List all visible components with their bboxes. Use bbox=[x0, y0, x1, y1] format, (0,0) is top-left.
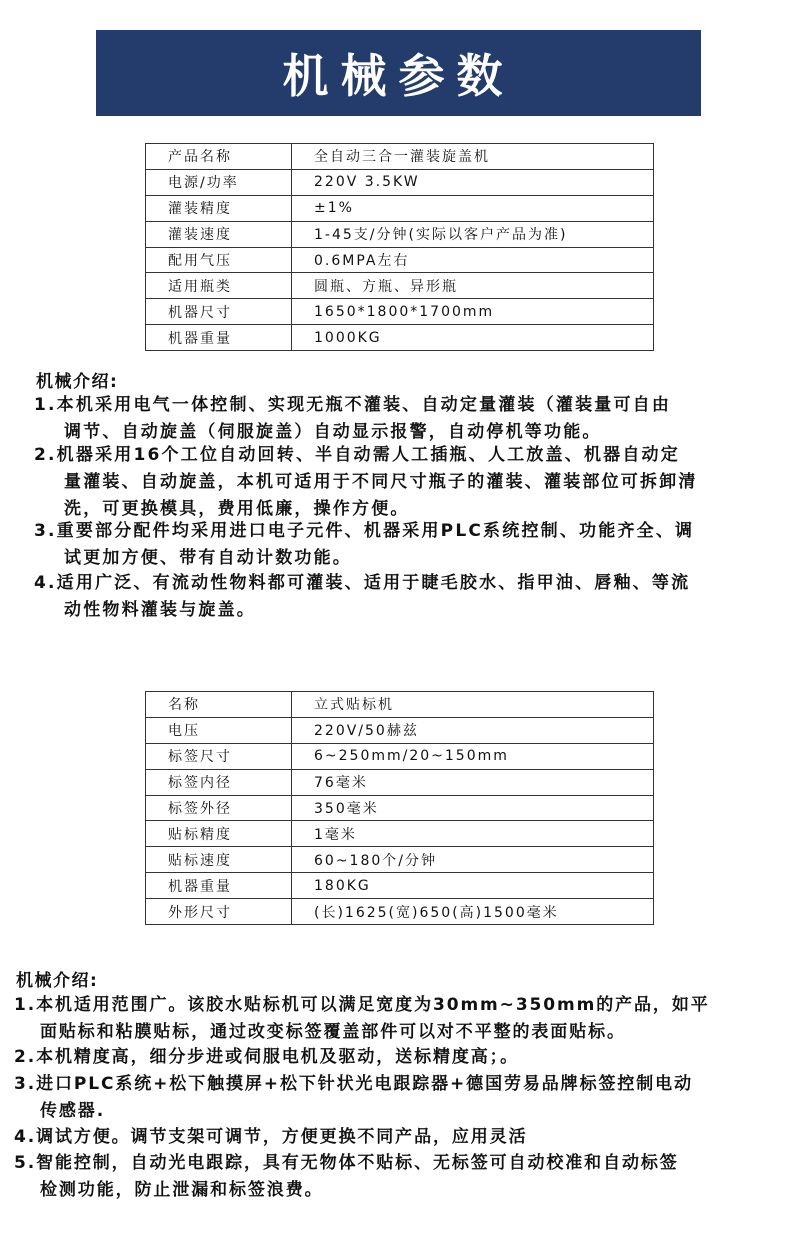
spec-value: 60~180个/分钟 bbox=[292, 847, 654, 873]
item-line: 2.机器采用16个工位自动回转、半自动需人工插瓶、人工放盖、机器自动定 bbox=[34, 445, 680, 465]
spec-value: 220V 3.5KW bbox=[292, 169, 654, 195]
spec-key: 机器重量 bbox=[146, 873, 292, 899]
table-row bbox=[146, 743, 654, 769]
table-row bbox=[146, 273, 654, 299]
table-row bbox=[146, 221, 654, 247]
spec-key: 产品名称 bbox=[146, 144, 292, 170]
spec-key: 外形尺寸 bbox=[146, 899, 292, 925]
item-line: 检测功能，防止泄漏和标签浪费。 bbox=[40, 1180, 324, 1200]
list-item bbox=[34, 570, 690, 624]
item-line: 5.智能控制，自动光电跟踪，具有无物体不贴标、无标签可自动校准和自动标签 bbox=[14, 1153, 679, 1173]
table-row bbox=[146, 769, 654, 795]
table-row bbox=[146, 299, 654, 325]
item-line: 面贴标和粘膜贴标，通过改变标签覆盖部件可以对不平整的表面贴标。 bbox=[40, 1022, 626, 1042]
spec-key: 标签外径 bbox=[146, 795, 292, 821]
spec-key: 适用瓶类 bbox=[146, 273, 292, 299]
list-item bbox=[34, 442, 698, 523]
item-line: 调节、自动旋盖（伺服旋盖）自动显示报警，自动停机等功能。 bbox=[64, 422, 602, 442]
spec-value: 6~250mm/20~150mm bbox=[292, 743, 654, 769]
list-item bbox=[14, 1071, 693, 1125]
table-row bbox=[146, 899, 654, 925]
section1-heading: 机械介绍: bbox=[36, 372, 119, 392]
table-row bbox=[146, 717, 654, 743]
list-item bbox=[34, 392, 671, 446]
spec-key: 标签尺寸 bbox=[146, 743, 292, 769]
item-line: 4.适用广泛、有流动性物料都可灌装、适用于睫毛胶水、指甲油、唇釉、等流 bbox=[34, 573, 691, 593]
list-item bbox=[14, 992, 710, 1046]
spec-key: 标签内径 bbox=[146, 769, 292, 795]
spec-value: 1650*1800*1700mm bbox=[292, 299, 654, 325]
item-line: 量灌装、自动旋盖，本机可适用于不同尺寸瓶子的灌装、灌装部位可拆卸清 bbox=[64, 472, 698, 492]
table-row bbox=[146, 247, 654, 273]
spec-value: 180KG bbox=[292, 873, 654, 899]
table-row bbox=[146, 195, 654, 221]
banner-title: 机械参数 bbox=[282, 49, 515, 103]
list-item bbox=[14, 1044, 519, 1071]
item-line: 传感器. bbox=[40, 1101, 106, 1121]
spec-key: 贴标速度 bbox=[146, 847, 292, 873]
table-row bbox=[146, 144, 654, 170]
list-item bbox=[34, 518, 694, 572]
spec-value: 1毫米 bbox=[292, 821, 654, 847]
item-line: 4.调试方便。调节支架可调节，方便更换不同产品，应用灵活 bbox=[14, 1127, 528, 1147]
spec-key: 贴标精度 bbox=[146, 821, 292, 847]
labeling-machine-spec-table bbox=[145, 691, 654, 925]
table-row bbox=[146, 325, 654, 351]
spec-value: 220V/50赫兹 bbox=[292, 717, 654, 743]
spec-key: 名称 bbox=[146, 692, 292, 718]
filling-machine-spec-table bbox=[145, 143, 654, 351]
spec-key: 灌装速度 bbox=[146, 221, 292, 247]
spec-value: (长)1625(宽)650(高)1500毫米 bbox=[292, 899, 654, 925]
spec-key: 电源/功率 bbox=[146, 169, 292, 195]
spec-value: 全自动三合一灌装旋盖机 bbox=[292, 144, 654, 170]
table-row bbox=[146, 692, 654, 718]
spec-key: 灌装精度 bbox=[146, 195, 292, 221]
spec-value: 圆瓶、方瓶、异形瓶 bbox=[292, 273, 654, 299]
spec-value: 1-45支/分钟(实际以客户产品为准) bbox=[292, 221, 654, 247]
item-line: 3.重要部分配件均采用进口电子元件、机器采用PLC系统控制、功能齐全、调 bbox=[34, 521, 695, 541]
item-line: 洗，可更换模具，费用低廉，操作方便。 bbox=[64, 499, 410, 519]
spec-value: 立式贴标机 bbox=[292, 692, 654, 718]
section2-heading: 机械介绍: bbox=[16, 971, 99, 991]
item-line: 2.本机精度高，细分步进或伺服电机及驱动，送标精度高；。 bbox=[14, 1047, 519, 1067]
item-line: 动性物料灌装与旋盖。 bbox=[64, 600, 256, 620]
spec-key: 机器重量 bbox=[146, 325, 292, 351]
table-row bbox=[146, 873, 654, 899]
spec-value: 350毫米 bbox=[292, 795, 654, 821]
spec-value: 76毫米 bbox=[292, 769, 654, 795]
spec-value: 1000KG bbox=[292, 325, 654, 351]
spec-key: 机器尺寸 bbox=[146, 299, 292, 325]
table-row bbox=[146, 847, 654, 873]
list-item bbox=[14, 1150, 679, 1204]
table-row bbox=[146, 795, 654, 821]
spec-value: 0.6MPA左右 bbox=[292, 247, 654, 273]
list-item bbox=[14, 1124, 528, 1151]
item-line: 试更加方便、带有自动计数功能。 bbox=[64, 548, 352, 568]
section-banner bbox=[96, 30, 701, 116]
spec-key: 电压 bbox=[146, 717, 292, 743]
table-row bbox=[146, 169, 654, 195]
item-line: 1.本机适用范围广。该胶水贴标机可以满足宽度为30mm~350mm的产品，如平 bbox=[14, 995, 710, 1015]
spec-key: 配用气压 bbox=[146, 247, 292, 273]
table-row bbox=[146, 821, 654, 847]
item-line: 1.本机采用电气一体控制、实现无瓶不灌装、自动定量灌装（灌装量可自由 bbox=[34, 395, 672, 415]
item-line: 3.进口PLC系统+松下触摸屏+松下针状光电跟踪器+德国劳易品牌标签控制电动 bbox=[14, 1074, 693, 1094]
spec-value: ±1% bbox=[292, 195, 654, 221]
